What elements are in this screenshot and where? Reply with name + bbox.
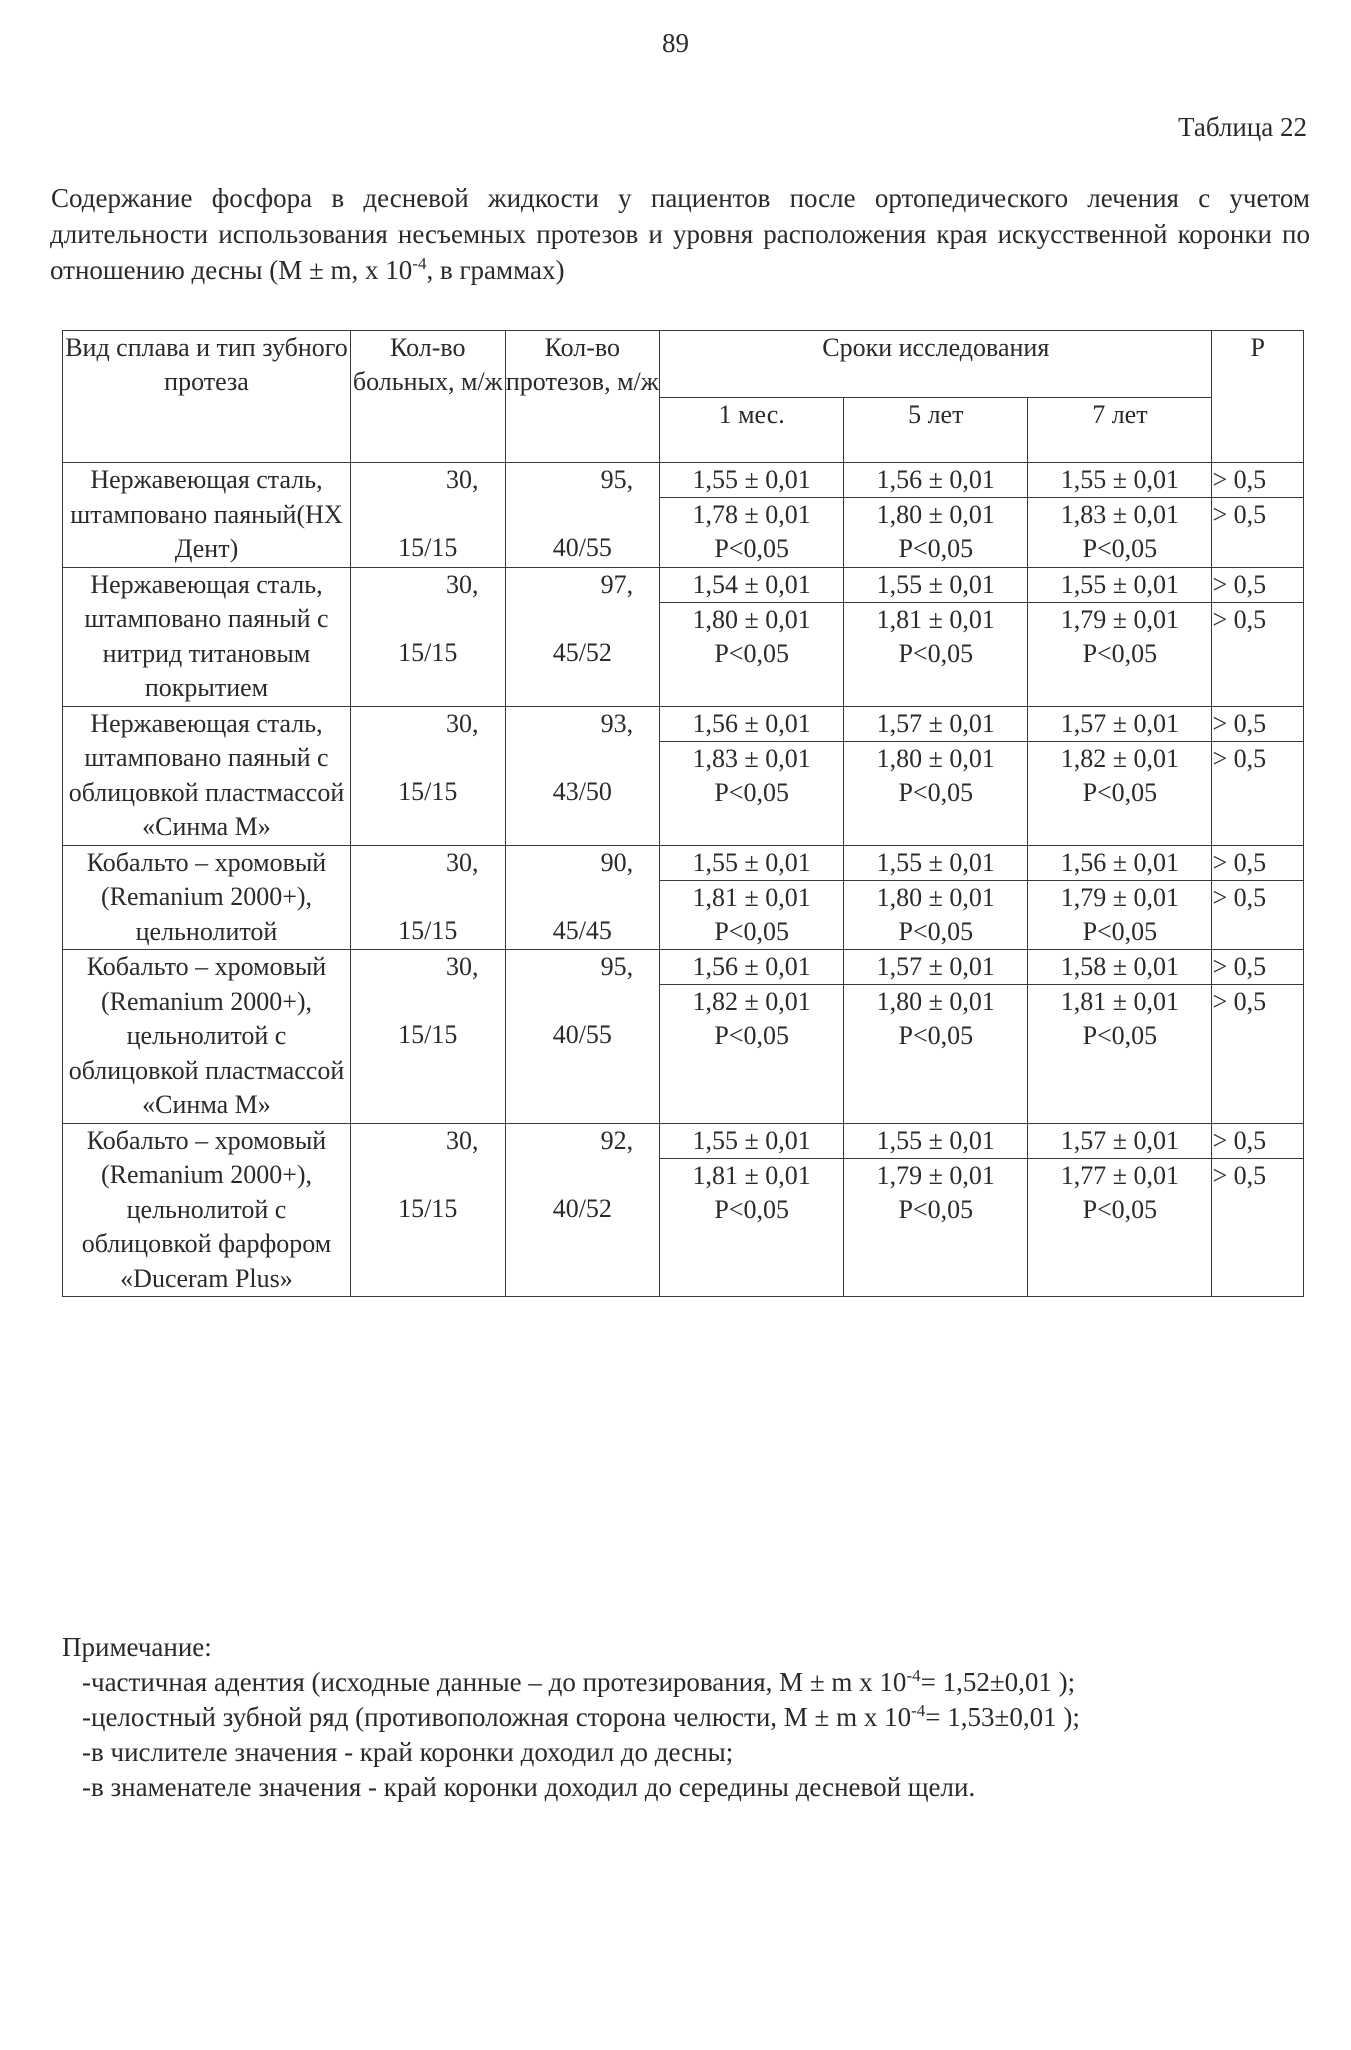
p-value-top-cell: > 0,5 [1212,706,1304,741]
prostheses-total: 92, [600,1125,634,1155]
value-top-cell: 1,58 ± 0,01 [1028,950,1212,985]
prostheses-mf: 45/52 [552,637,612,667]
note-item-1 [82,1665,1080,1700]
p-value-top-cell: > 0,5 [1212,1123,1304,1158]
value-bottom-cell [660,741,844,845]
value-top-cell: 1,56 ± 0,01 [660,706,844,741]
alloy-type-cell: Кобальто – хромовый (Remanium 2000+), цельнолитой с облицовкой пластмассой «Синма М» [63,950,351,1124]
value-top-cell: 1,56 ± 0,01 [1028,845,1212,880]
patients-total: 30, [446,847,479,877]
value-top-cell: 1,55 ± 0,01 [844,845,1028,880]
prostheses-mf: 40/55 [552,1020,612,1049]
patients-mf: 15/15 [398,533,458,562]
value-bottom-cell [660,602,844,706]
table-caption [50,180,1310,288]
p-value-top-cell: > 0,5 [1212,845,1304,880]
table-body [63,463,1304,1297]
prostheses-cell [505,463,660,568]
significance: P<0,05 [898,916,974,946]
value-bottom: 1,81 ± 0,01 [1060,987,1180,1016]
value-bottom-cell [1028,1158,1212,1297]
p-value-bottom-cell: > 0,5 [1212,880,1304,950]
patients-cell [350,567,505,706]
patients-cell [350,463,505,568]
value-bottom-cell [844,1158,1028,1297]
value-bottom-cell [660,498,844,568]
alloy-type-cell: Нержавеющая сталь, штамповано паяный с облицовкой пластмассой «Синма М» [63,706,351,845]
note-item-1-value: = 1,52±0,01 ); [920,1667,1076,1697]
patients-total: 30, [446,708,479,738]
value-bottom-cell [844,985,1028,1124]
value-top-cell: 1,55 ± 0,01 [660,1123,844,1158]
p-value-bottom-cell: > 0,5 [1212,498,1304,568]
value-bottom: 1,79 ± 0,01 [1060,882,1180,912]
alloy-type-cell: Нержавеющая сталь, штамповано паяный(НХ Дент) [63,463,351,568]
note-title: Примечание: [62,1632,212,1662]
patients-mf: 15/15 [398,637,458,667]
value-bottom: 1,80 ± 0,01 [876,500,995,529]
prostheses-total: 97, [600,569,634,599]
header-period-5y: 5 лет [844,398,1028,463]
significance: P<0,05 [714,638,789,668]
note-item-3: -в числителе значения - край коронки доходил до десны; [82,1737,734,1767]
significance: P<0,05 [1082,777,1158,807]
table-label: Таблица 22 [1178,112,1307,142]
prostheses-cell [505,706,660,845]
prostheses-mf: 40/52 [552,1193,612,1223]
patients-total: 30, [446,569,479,599]
prostheses-mf: 40/55 [552,533,612,562]
significance: P<0,05 [1082,534,1158,563]
p-value-top-cell: > 0,5 [1212,567,1304,602]
header-period-1m: 1 мес. [660,398,844,463]
patients-mf: 15/15 [398,1193,458,1223]
p-value-top-cell: > 0,5 [1212,463,1304,498]
value-bottom: 1,79 ± 0,01 [1060,604,1180,634]
value-bottom: 1,80 ± 0,01 [876,743,995,773]
prostheses-total: 95, [600,952,634,981]
table-row [63,1123,1304,1158]
significance: P<0,05 [714,916,789,946]
value-bottom: 1,80 ± 0,01 [876,882,995,912]
note-block [62,1630,1080,1805]
value-bottom-cell [660,1158,844,1297]
patients-total: 30, [446,1125,479,1155]
prostheses-cell [505,950,660,1124]
table-row [63,567,1304,602]
note-item-2-text: -целостный зубной ряд (противоположная сторона челюсти, М ± m х 10 [82,1702,912,1732]
table-row [63,845,1304,880]
caption-text-end: , в граммах) [426,255,565,285]
header-patients: Кол-во больных, м/ж [350,331,505,463]
header-period-7y: 7 лет [1028,398,1212,463]
value-top-cell: 1,56 ± 0,01 [844,463,1028,498]
alloy-type-cell: Кобальто – хромовый (Remanium 2000+), цельнолитой [63,845,351,950]
table-row [63,706,1304,741]
prostheses-total: 90, [600,847,634,877]
header-p: Р [1212,331,1304,463]
value-bottom: 1,77 ± 0,01 [1060,1160,1180,1190]
value-bottom: 1,83 ± 0,01 [1060,500,1180,529]
value-bottom: 1,78 ± 0,01 [692,500,811,529]
significance: P<0,05 [1082,638,1158,668]
value-top-cell: 1,57 ± 0,01 [1028,1123,1212,1158]
patients-mf: 15/15 [398,1020,458,1049]
prostheses-cell [505,845,660,950]
phosphorus-table [62,330,1304,1297]
value-top-cell: 1,55 ± 0,01 [1028,567,1212,602]
value-bottom-cell [660,985,844,1124]
patients-total: 30, [446,952,479,981]
value-bottom-cell [844,741,1028,845]
note-item-2-value: = 1,53±0,01 ); [925,1702,1080,1732]
patients-cell [350,950,505,1124]
note-item-4: -в знаменателе значения - край коронки доходил до середины десневой щели. [82,1772,976,1802]
value-bottom-cell [1028,498,1212,568]
value-bottom: 1,81 ± 0,01 [876,604,995,634]
patients-cell [350,706,505,845]
value-top-cell: 1,55 ± 0,01 [1028,463,1212,498]
significance: P<0,05 [714,1194,789,1224]
prostheses-mf: 43/50 [552,776,612,806]
value-bottom-cell [844,880,1028,950]
value-bottom: 1,79 ± 0,01 [876,1160,995,1190]
value-top-cell: 1,55 ± 0,01 [844,567,1028,602]
value-bottom-cell [844,602,1028,706]
value-bottom-cell [1028,741,1212,845]
value-bottom-cell [1028,985,1212,1124]
value-bottom-cell [1028,602,1212,706]
p-value-bottom-cell: > 0,5 [1212,985,1304,1124]
value-top-cell: 1,55 ± 0,01 [844,1123,1028,1158]
note-item-2 [82,1700,1080,1735]
patients-mf: 15/15 [398,915,458,945]
significance: P<0,05 [1082,1194,1158,1224]
value-bottom: 1,82 ± 0,01 [692,987,811,1016]
alloy-type-cell: Кобальто – хромовый (Remanium 2000+), цельнолитой с облицовкой фарфором «Duceram Plus» [63,1123,351,1297]
significance: P<0,05 [898,534,974,563]
significance: P<0,05 [898,638,974,668]
value-bottom: 1,83 ± 0,01 [692,743,811,773]
value-top-cell: 1,54 ± 0,01 [660,567,844,602]
caption-exponent: -4 [412,254,427,273]
header-prostheses: Кол-во протезов, м/ж [505,331,660,463]
prostheses-total: 95, [600,465,634,494]
significance: P<0,05 [1082,1021,1158,1050]
value-top-cell: 1,57 ± 0,01 [1028,706,1212,741]
page-number: 89 [662,28,689,58]
note-item-1-text: -частичная адентия (исходные данные – до протезирования, М ± m х 10 [82,1667,907,1697]
significance: P<0,05 [714,777,789,807]
patients-total: 30, [446,465,479,494]
value-bottom-cell [844,498,1028,568]
value-bottom: 1,80 ± 0,01 [876,987,995,1016]
prostheses-cell [505,1123,660,1297]
significance: P<0,05 [714,534,789,563]
caption-text: Содержание фосфора в десневой жидкости у пациентов после ортопедического лечения с учетом длительности использования несъемных протезов и уровня расположения края искусственной коронки по отношению десны (М ± m, х 10 [50,183,1310,285]
value-bottom: 1,81 ± 0,01 [692,1160,811,1190]
significance: P<0,05 [1082,916,1158,946]
p-value-bottom-cell: > 0,5 [1212,741,1304,845]
prostheses-mf: 45/45 [552,915,612,945]
note-item-2-exp: -4 [911,1701,926,1720]
value-top-cell: 1,57 ± 0,01 [844,706,1028,741]
value-bottom: 1,81 ± 0,01 [692,882,811,912]
prostheses-total: 93, [600,708,634,738]
header-alloy: Вид сплава и тип зубного протеза [63,331,351,463]
note-item-1-exp: -4 [906,1666,921,1685]
value-top-cell: 1,56 ± 0,01 [660,950,844,985]
value-bottom: 1,82 ± 0,01 [1060,743,1180,773]
significance: P<0,05 [898,1194,974,1224]
value-top-cell: 1,57 ± 0,01 [844,950,1028,985]
value-top-cell: 1,55 ± 0,01 [660,845,844,880]
p-value-top-cell: > 0,5 [1212,950,1304,985]
value-bottom-cell [660,880,844,950]
table-row [63,950,1304,985]
value-bottom-cell [1028,880,1212,950]
significance: P<0,05 [898,1021,974,1050]
header-periods-group: Сроки исследования [660,331,1212,398]
p-value-bottom-cell: > 0,5 [1212,602,1304,706]
table-row [63,463,1304,498]
prostheses-cell [505,567,660,706]
value-bottom: 1,80 ± 0,01 [692,604,811,634]
value-top-cell: 1,55 ± 0,01 [660,463,844,498]
p-value-bottom-cell: > 0,5 [1212,1158,1304,1297]
significance: P<0,05 [898,777,974,807]
significance: P<0,05 [714,1021,789,1050]
patients-mf: 15/15 [398,776,458,806]
patients-cell [350,1123,505,1297]
alloy-type-cell: Нержавеющая сталь, штамповано паяный с нитрид титановым покрытием [63,567,351,706]
patients-cell [350,845,505,950]
